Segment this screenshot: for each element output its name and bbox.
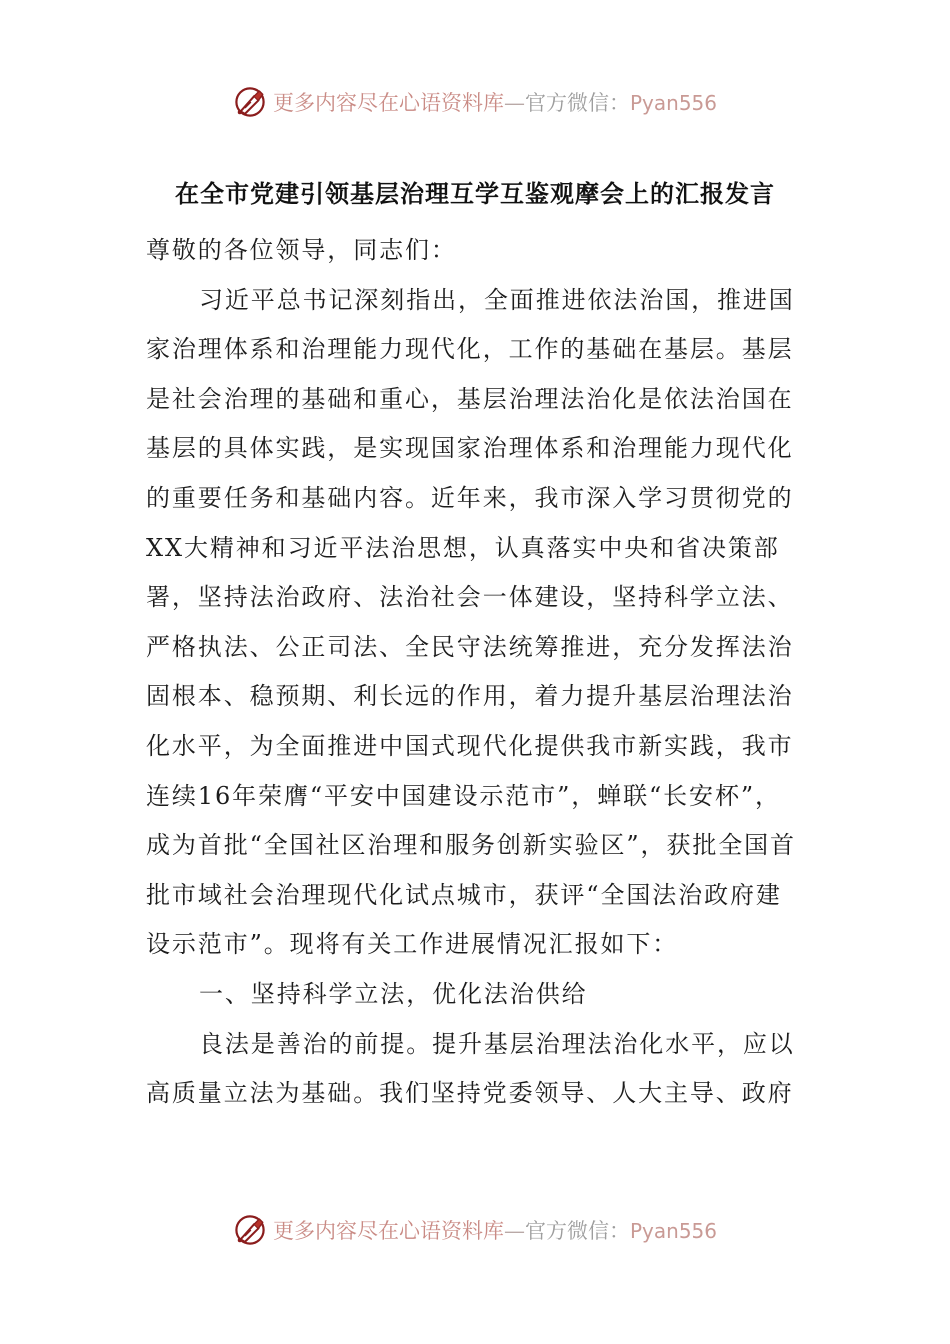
watermark-wechat-label: 官方微信： [524, 91, 630, 115]
document-title: 在全市党建引领基层治理互学互鉴观摩会上的汇报发言 [175, 180, 775, 208]
watermark-dash: — [503, 1219, 525, 1243]
watermark-banner-top [0, 80, 950, 124]
watermark-main-text: 更多内容尽在心语资料库 [272, 1219, 504, 1243]
salutation: 尊敬的各位领导，同志们： [146, 236, 457, 264]
watermark-wechat-label: 官方微信： [524, 1219, 630, 1243]
watermark-text [273, 87, 717, 117]
pen-nib-logo-icon [233, 85, 267, 119]
watermark-main-text: 更多内容尽在心语资料库 [272, 91, 504, 115]
body-paragraph: 习近平总书记深刻指出，全面推进依法治国，推进国家治理体系和治理能力现代化，工作的基础在基层。基层是社会治理的基础和重心，基层治理法治化是依法治国在基层的具体实践，是实现国家治理体系和治理能力现代化的重要任务和基础内容。近年来，我市深入学习贯彻党的XX大精神和习近平法治思想，认真落实中央和省决策部署，坚持法治政府、法治社会一体建设，坚持科学立法、严格执法、公正司法、全民守法统筹推进，充分发挥法治固根本、稳预期、利长远的作用，着力提升基层治理法治化水平，为全面推进中国式现代化提供我市新实践，我市连续16年荣膺“平安中国建设示范市”，蝉联“长安杯”，成为首批“全国社区治理和服务创新实验区”，获批全国首批市域社会治理现代化试点城市，获评“全国法治政府建设示范市”。现将有关工作进展情况汇报如下： [146, 285, 796, 959]
watermark-content [233, 85, 717, 119]
watermark-text [273, 1215, 717, 1245]
document-body [146, 226, 796, 1119]
watermark-wechat-handle: Pyan556 [629, 91, 717, 115]
watermark-wechat-handle: Pyan556 [629, 1219, 717, 1243]
section-heading: 一、坚持科学立法，优化法治供给 [199, 979, 588, 1008]
watermark-dash: — [503, 91, 525, 115]
body-paragraph: 良法是善治的前提。提升基层治理法治化水平，应以高质量立法为基础。我们坚持党委领导、人大主导、政府 [146, 1029, 795, 1108]
watermark-content [233, 1213, 717, 1247]
pen-nib-logo-icon [233, 1213, 267, 1247]
watermark-banner-bottom [0, 1208, 950, 1252]
